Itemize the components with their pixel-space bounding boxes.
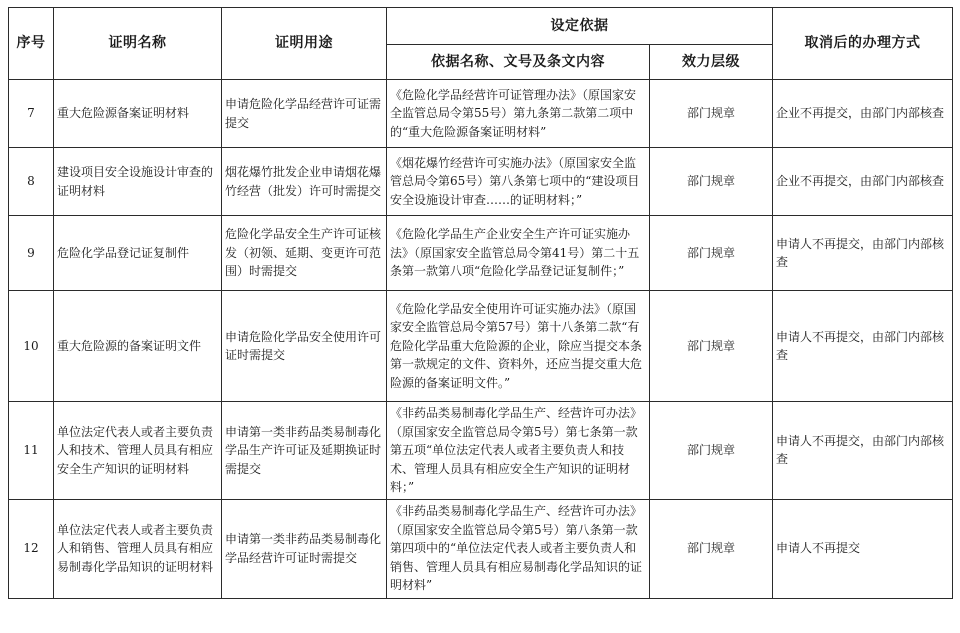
basis-level: 部门规章 — [650, 402, 773, 500]
certificate-use: 危险化学品安全生产许可证核发（初领、延期、变更许可范围）时需提交 — [222, 216, 387, 291]
certificate-use: 申请危险化学品安全使用许可证时需提交 — [222, 291, 387, 402]
certificate-table — [8, 7, 953, 599]
after-cancel-method: 申请人不再提交，由部门内部核查 — [773, 216, 953, 291]
row-number: 8 — [9, 148, 54, 216]
basis-level: 部门规章 — [650, 148, 773, 216]
basis-text: 《危险化学品安全使用许可证实施办法》（原国家安全监管总局令第57号）第十八条第二款“有危险化学品重大危险源的企业，除应当提交本条第一款规定的文件、资料外，还应当提交重大危险源的备案证明文件。” — [387, 291, 650, 402]
certificate-name: 重大危险源备案证明材料 — [54, 80, 222, 148]
certificate-use: 申请第一类非药品类易制毒化学品生产许可证及延期换证时需提交 — [222, 402, 387, 500]
certificate-use: 烟花爆竹批发企业申请烟花爆竹经营（批发）许可时需提交 — [222, 148, 387, 216]
table-row — [9, 148, 953, 216]
row-number: 7 — [9, 80, 54, 148]
basis-level: 部门规章 — [650, 216, 773, 291]
basis-text: 《非药品类易制毒化学品生产、经营许可办法》（原国家安全监管总局令第5号）第七条第一款第五项“单位法定代表人或者主要负责人和技术、管理人员具有相应安全生产知识的证明材料；” — [387, 402, 650, 500]
row-number: 12 — [9, 499, 54, 598]
after-cancel-method: 申请人不再提交，由部门内部核查 — [773, 402, 953, 500]
certificate-use: 申请第一类非药品类易制毒化学品经营许可证时需提交 — [222, 499, 387, 598]
after-cancel-method: 企业不再提交，由部门内部核查 — [773, 80, 953, 148]
header-after: 取消后的办理方式 — [773, 8, 953, 80]
after-cancel-method: 企业不再提交，由部门内部核查 — [773, 148, 953, 216]
certificate-use: 申请危险化学品经营许可证需提交 — [222, 80, 387, 148]
table-row — [9, 291, 953, 402]
row-number: 10 — [9, 291, 54, 402]
header-name: 证明名称 — [54, 8, 222, 80]
header-seq: 序号 — [9, 8, 54, 80]
header-basis-text: 依据名称、文号及条文内容 — [387, 45, 650, 80]
table-row — [9, 216, 953, 291]
table-row — [9, 80, 953, 148]
basis-text: 《危险化学品生产企业安全生产许可证实施办法》（原国家安全监管总局令第41号）第二十五条第一款第八项“危险化学品登记证复制件；” — [387, 216, 650, 291]
header-basis-group: 设定依据 — [387, 8, 773, 45]
certificate-name: 建设项目安全设施设计审查的证明材料 — [54, 148, 222, 216]
certificate-name: 单位法定代表人或者主要负责人和销售、管理人员具有相应易制毒化学品知识的证明材料 — [54, 499, 222, 598]
basis-text: 《危险化学品经营许可证管理办法》（原国家安全监管总局令第55号）第九条第二款第二项中的“重大危险源备案证明材料” — [387, 80, 650, 148]
certificate-name: 危险化学品登记证复制件 — [54, 216, 222, 291]
after-cancel-method: 申请人不再提交，由部门内部核查 — [773, 291, 953, 402]
table-row — [9, 499, 953, 598]
table-row — [9, 402, 953, 500]
basis-text: 《烟花爆竹经营许可实施办法》（原国家安全监管总局令第65号）第八条第七项中的“建设项目安全设施设计审查……的证明材料；” — [387, 148, 650, 216]
certificate-name: 重大危险源的备案证明文件 — [54, 291, 222, 402]
basis-level: 部门规章 — [650, 499, 773, 598]
certificate-name: 单位法定代表人或者主要负责人和技术、管理人员具有相应安全生产知识的证明材料 — [54, 402, 222, 500]
basis-level: 部门规章 — [650, 80, 773, 148]
header-basis-level: 效力层级 — [650, 45, 773, 80]
basis-text: 《非药品类易制毒化学品生产、经营许可办法》（原国家安全监管总局令第5号）第八条第一款第四项中的“单位法定代表人或者主要负责人和销售、管理人员具有相应易制毒化学品知识的证明材料” — [387, 499, 650, 598]
header-use: 证明用途 — [222, 8, 387, 80]
row-number: 9 — [9, 216, 54, 291]
basis-level: 部门规章 — [650, 291, 773, 402]
after-cancel-method: 申请人不再提交 — [773, 499, 953, 598]
row-number: 11 — [9, 402, 54, 500]
